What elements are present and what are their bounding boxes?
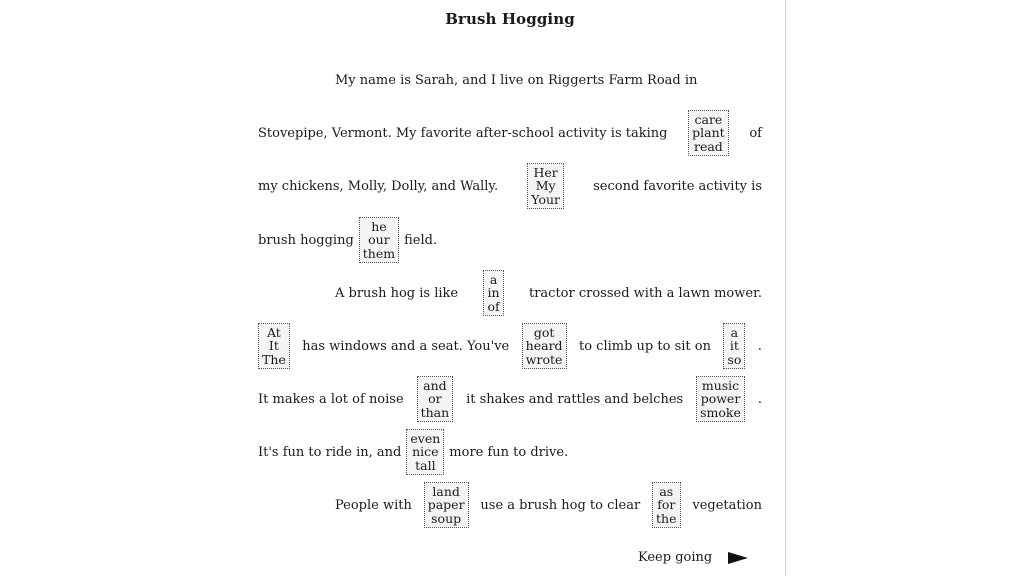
word-option[interactable]: smoke: [700, 404, 741, 420]
word-option[interactable]: heard: [525, 338, 563, 354]
word-option[interactable]: At: [266, 324, 281, 340]
story-text: It's fun to ride in, and: [258, 444, 402, 460]
word-option[interactable]: than: [420, 404, 450, 420]
story-text: brush hogging: [258, 232, 354, 248]
word-option[interactable]: in: [487, 285, 500, 301]
story-text: it shakes and rattles and belches: [466, 391, 684, 407]
story-text: It makes a lot of noise: [258, 391, 404, 407]
story-text: Stovepipe, Vermont. My favorite after-school activity is taking: [258, 125, 668, 141]
word-option[interactable]: It: [268, 338, 279, 354]
word-option[interactable]: Your: [531, 191, 560, 207]
keep-going-label[interactable]: Keep going: [638, 550, 713, 565]
story-text: to climb up to sit on: [579, 338, 711, 354]
story-text: .: [757, 391, 762, 407]
word-choice-box[interactable]: [652, 482, 680, 529]
story-text: My name is Sarah, and I live on Riggerts Farm Road in: [335, 72, 698, 88]
word-option[interactable]: read: [693, 138, 723, 154]
word-option[interactable]: paper: [427, 497, 465, 513]
word-option[interactable]: soup: [431, 510, 462, 526]
word-choice-box[interactable]: [359, 217, 399, 264]
word-choice-box[interactable]: [522, 323, 567, 370]
word-choice-box[interactable]: [527, 163, 564, 210]
word-option[interactable]: wrote: [525, 351, 563, 367]
word-choice-box[interactable]: [723, 323, 745, 370]
word-option[interactable]: he: [371, 218, 387, 234]
word-option[interactable]: Her: [533, 164, 558, 180]
word-option[interactable]: My: [535, 178, 556, 194]
word-choice-box[interactable]: [424, 482, 469, 529]
word-option[interactable]: or: [428, 391, 442, 407]
word-option[interactable]: for: [657, 497, 676, 513]
word-choice-box[interactable]: [258, 323, 290, 370]
right-arrow-icon[interactable]: [728, 552, 748, 564]
word-option[interactable]: power: [700, 391, 741, 407]
story-text: of: [749, 125, 762, 141]
word-option[interactable]: got: [533, 324, 555, 340]
word-option[interactable]: music: [701, 377, 740, 393]
word-option[interactable]: a: [489, 271, 498, 287]
word-option[interactable]: care: [694, 111, 723, 127]
word-option[interactable]: so: [727, 351, 742, 367]
word-option[interactable]: the: [656, 510, 677, 526]
word-option[interactable]: plant: [692, 125, 725, 141]
word-choice-box[interactable]: [417, 376, 454, 423]
story-text: tractor crossed with a lawn mower.: [528, 285, 762, 301]
word-choice-box[interactable]: [696, 376, 745, 423]
story-text: .: [757, 338, 762, 354]
word-choice-box[interactable]: [406, 429, 444, 476]
word-option[interactable]: land: [432, 483, 460, 499]
word-option[interactable]: them: [362, 245, 396, 261]
word-option[interactable]: it: [729, 338, 739, 354]
story-text: vegetation: [692, 497, 762, 513]
word-option[interactable]: tall: [415, 457, 436, 473]
keep-going-button[interactable]: [638, 550, 748, 565]
story-text: field.: [404, 232, 438, 248]
word-option[interactable]: nice: [412, 444, 439, 460]
word-option[interactable]: of: [487, 298, 500, 314]
story-text: use a brush hog to clear: [480, 497, 641, 513]
story-text: more fun to drive.: [449, 444, 569, 460]
word-option[interactable]: The: [262, 351, 286, 367]
page-divider: [785, 0, 786, 576]
word-choice-box[interactable]: [483, 270, 503, 317]
word-option[interactable]: and: [423, 377, 447, 393]
story-text: has windows and a seat. You've: [302, 338, 510, 354]
word-option[interactable]: a: [730, 324, 739, 340]
word-option[interactable]: our: [368, 232, 390, 248]
story-text: A brush hog is like: [335, 285, 459, 301]
word-option[interactable]: as: [659, 483, 674, 499]
story-text: People with: [335, 497, 412, 513]
story-text: my chickens, Molly, Dolly, and Wally.: [258, 178, 499, 194]
word-option[interactable]: even: [410, 430, 441, 446]
story-text: second favorite activity is: [593, 178, 762, 194]
word-choice-box[interactable]: [688, 110, 729, 157]
story-title: Brush Hogging: [445, 10, 575, 28]
